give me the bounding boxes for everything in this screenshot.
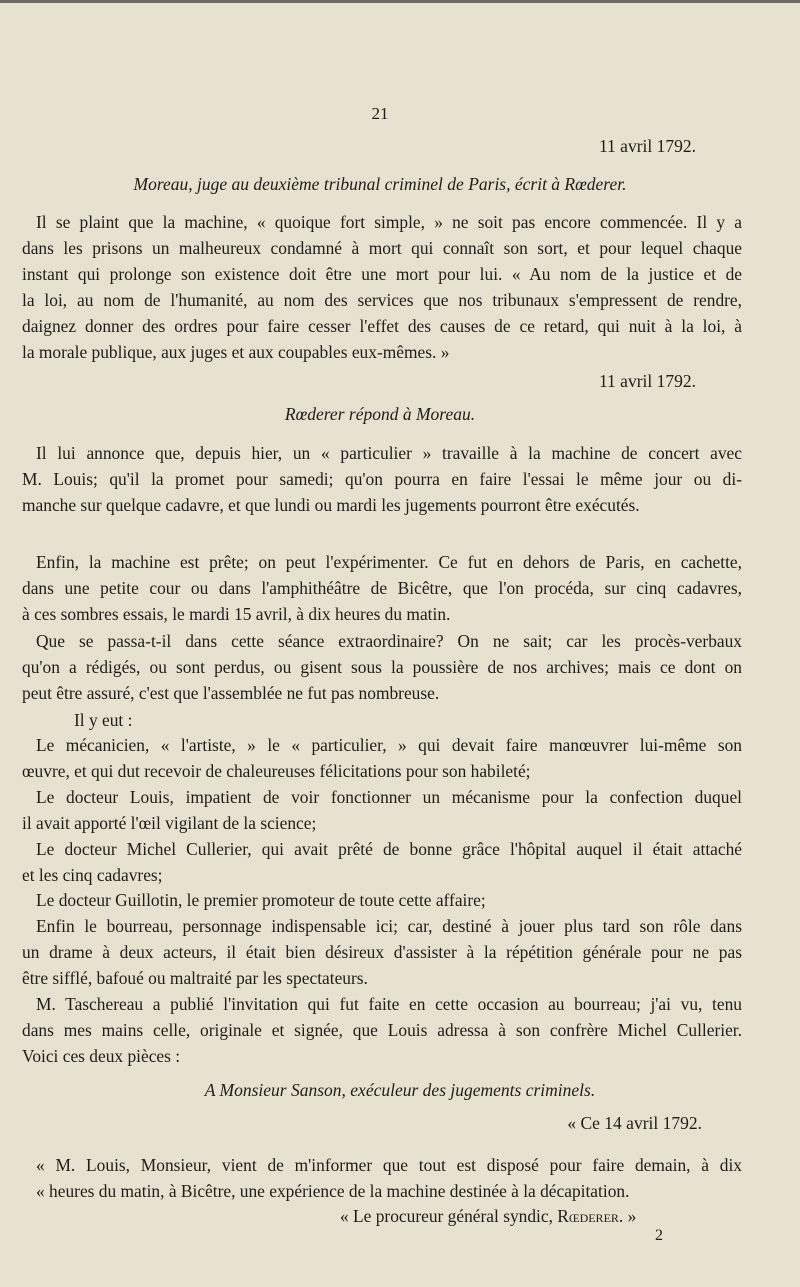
text-line: œuvre, et qui dut recevoir de chaleureuses félicitations pour son habileté;	[22, 761, 531, 781]
signature-name: Rœderer	[557, 1206, 619, 1226]
text-line: Le docteur Louis, impatient de voir fonctionner un mécanisme pour la confection duquel	[36, 787, 742, 807]
text-line: Enfin, la machine est prête; on peut l'expérimenter. Ce fut en dehors de Paris, en cachette,	[36, 552, 742, 572]
text-line: la loi, au nom de l'humanité, au nom des services que nos tribunaux s'empressent de rendre,	[22, 290, 742, 310]
text-line: il avait apporté l'œil vigilant de la science;	[22, 813, 317, 833]
letter-line: « heures du matin, à Bicêtre, une expérience de la machine destinée à la décapitation.	[36, 1181, 630, 1201]
date-line: 11 avril 1792.	[598, 136, 696, 156]
text-line: Enfin le bourreau, personnage indispensable ici; car, destiné à jouer plus tard son rôle dans	[36, 916, 742, 936]
text-line: être sifflé, bafoué ou maltraité par les spectateurs.	[22, 968, 368, 988]
text-line: dans les prisons un malheureux condamné à mort qui connaît son sort, et pour lequel chaque	[22, 238, 742, 258]
page-top-edge	[0, 0, 800, 3]
text-line: daignez donner des ordres pour faire cesser l'effet des causes de ce retard, qui nuit à la loi, à	[22, 316, 742, 336]
text-line: Le mécanicien, « l'artiste, » le « particulier, » qui devait faire manœuvrer lui-même son	[36, 735, 742, 755]
text-line: Que se passa-t-il dans cette séance extraordinaire? On ne sait; car les procès-verbaux	[36, 631, 742, 651]
text-line: la morale publique, aux juges et aux coupables eux-mêmes. »	[22, 342, 450, 362]
text-line: M. Taschereau a publié l'invitation qui fut faite en cette occasion au bourreau; j'ai vu, tenu	[36, 994, 742, 1014]
text-line: qu'on a rédigés, ou sont perdus, ou gisent sous la poussière de nos archives; mais ce dont on	[22, 657, 742, 677]
section-heading: Moreau, juge au deuxième tribunal criminel de Paris, écrit à Rœderer.	[133, 174, 627, 194]
signature-prefix: « Le procureur général syndic,	[340, 1206, 558, 1226]
text-line: peut être assuré, c'est que l'assemblée ne fut pas nombreuse.	[22, 683, 440, 703]
text-line: manche sur quelque cadavre, et que lundi ou mardi les jugements pourront être exécutés.	[22, 495, 640, 515]
letter-signature	[340, 1206, 636, 1227]
text-line: et les cinq cadavres;	[22, 865, 163, 885]
text-line: un drame à deux acteurs, il était bien désireux d'assister à la répétition générale pour ne pas	[22, 942, 742, 962]
text-line: à ces sombres essais, le mardi 15 avril, à dix heures du matin.	[22, 604, 451, 624]
text-line: Le docteur Guillotin, le premier promoteur de toute cette affaire;	[36, 890, 486, 910]
text-line: Le docteur Michel Cullerier, qui avait prêté de bonne grâce l'hôpital auquel il était attaché	[36, 839, 742, 859]
text-line: dans mes mains celle, originale et signée, que Louis adressa à son confrère Michel Cullerier.	[22, 1020, 742, 1040]
folio-number: 2	[655, 1227, 663, 1244]
date-line: 11 avril 1792.	[598, 371, 696, 391]
text-line: Voici ces deux pièces :	[22, 1046, 181, 1066]
letter-date: « Ce 14 avril 1792.	[567, 1113, 702, 1133]
text-line: M. Louis; qu'il la promet pour samedi; qu'on pourra en faire l'essai le même jour ou di-	[22, 469, 742, 489]
letter-line: « M. Louis, Monsieur, vient de m'informer que tout est disposé pour faire demain, à dix	[36, 1155, 742, 1175]
signature-suffix: . »	[618, 1206, 637, 1226]
text-line: instant qui prolonge son existence doit être une mort pour lui. « Au nom de la justice et de	[22, 264, 742, 284]
text-line: Il y eut :	[74, 710, 133, 730]
text-line: dans une petite cour ou dans l'amphithéâtre de Bicêtre, que l'on procéda, sur cinq cadavres,	[22, 578, 742, 598]
section-heading: Rœderer répond à Moreau.	[284, 404, 476, 424]
text-line: Il lui annonce que, depuis hier, un « particulier » travaille à la machine de concert avec	[36, 443, 742, 463]
letter-heading: A Monsieur Sanson, exéculeur des jugements criminels.	[204, 1080, 596, 1100]
text-line: Il se plaint que la machine, « quoique fort simple, » ne soit pas encore commencée. Il y a	[36, 212, 742, 232]
page-number: 21	[371, 104, 389, 123]
